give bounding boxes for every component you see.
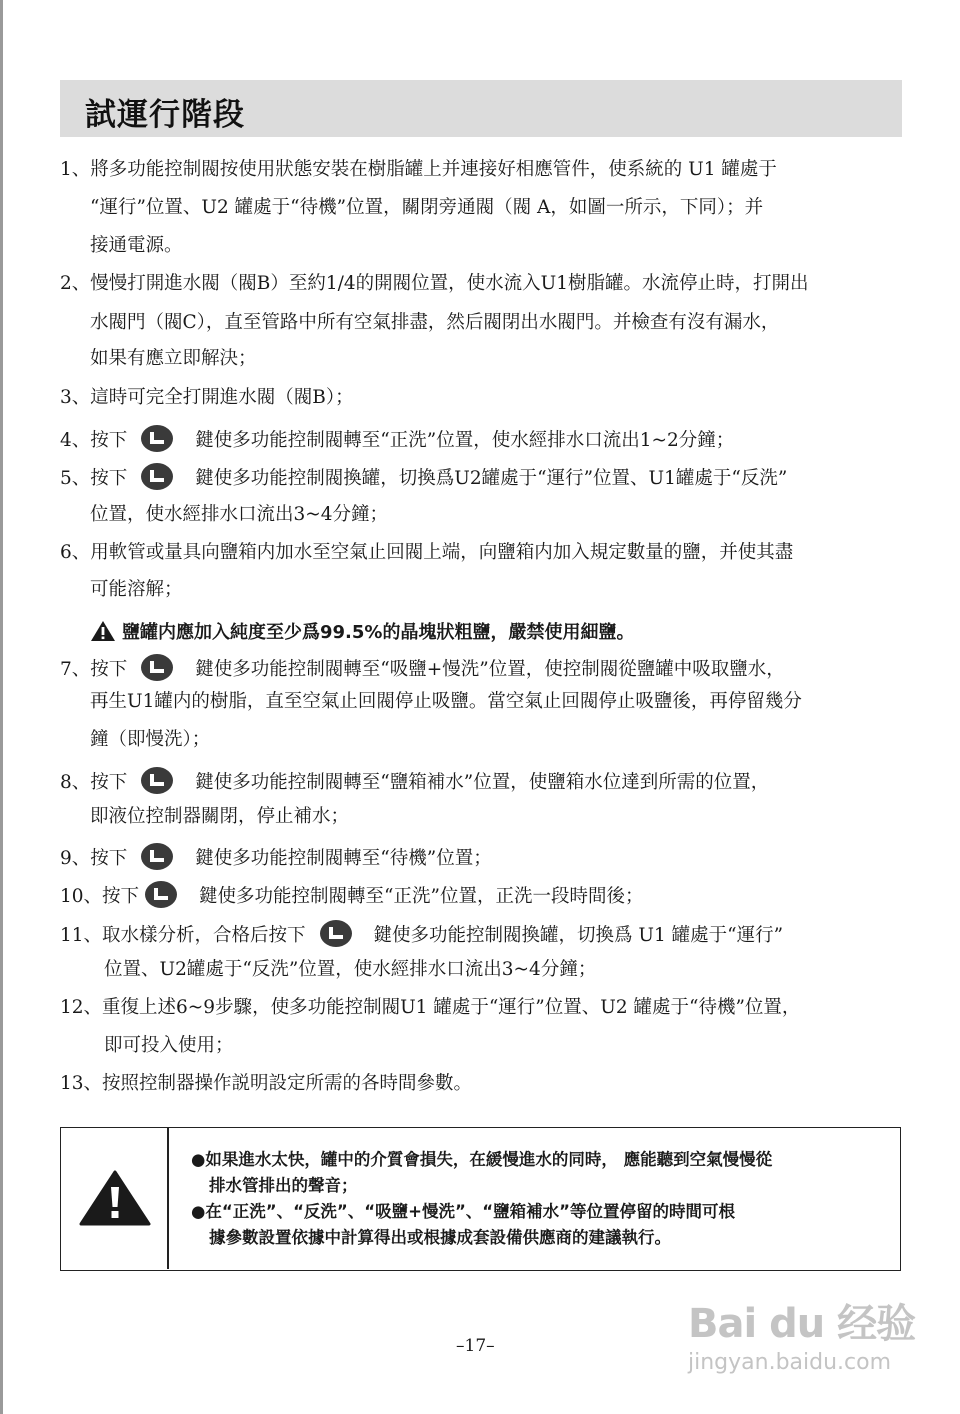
step-9-pre: 9、按下 [60, 848, 128, 869]
step-6-line-2: 可能溶解； [90, 579, 183, 600]
step-1-line-1: 1、將多功能控制閥按使用狀態安裝在樹脂罐上并連接好相應管件，使系統的 U1 罐處于 [60, 159, 777, 180]
step-11-pre: 11、取水樣分析，合格后按下 [60, 925, 306, 946]
step-2-line-2: 水閥門（閥C），直至管路中所有空氣排盡，然后閥閉出水閥門。并檢查有沒有漏水， [90, 312, 780, 333]
step-10-line-1 [60, 881, 643, 909]
watermark-url: jingyan.baidu.com [688, 1350, 892, 1375]
step-4-pre: 4、按下 [60, 430, 128, 451]
step-8-line-2: 即液位控制器關閉，停止補水； [90, 806, 350, 827]
step-5-line-1 [60, 463, 787, 491]
salt-warning-text: 鹽罐内應加入純度至少爲99.5%的晶塊狀粗鹽，嚴禁使用細鹽。 [122, 622, 635, 643]
step-8-post: 鍵使多功能控制閥轉至“鹽箱補水”位置，使鹽箱水位達到所需的位置， [195, 772, 770, 793]
notice-item-2-line-2: 據參數設置依據中計算得出或根據成套設備供應商的建議執行。 [209, 1228, 671, 1247]
step-10-pre: 10、按下 [60, 886, 140, 907]
control-key-icon [141, 843, 173, 870]
warning-icon [90, 620, 116, 642]
step-8-line-1 [60, 767, 769, 795]
step-1-line-2: “運行”位置、U2 罐處于“待機”位置，關閉旁通閥（閥 A，如圖一所示，下同）；并 [90, 197, 764, 218]
step-5-post: 鍵使多功能控制閥換罐，切換爲U2罐處于“運行”位置、U1罐處于“反洗” [195, 468, 788, 489]
notice-item-1-line-2: 排水管排出的聲音； [209, 1176, 358, 1195]
step-7-line-3: 鐘（即慢洗）； [90, 729, 211, 750]
step-2-line-1: 2、慢慢打開進水閥（閥B）至約1/4的開閥位置，使水流入U1樹脂罐。水流停止時，打開出 [60, 273, 809, 294]
control-key-icon [320, 920, 352, 947]
caution-icon [79, 1170, 151, 1226]
page-edge-rule [0, 0, 3, 1414]
control-key-icon [141, 654, 173, 681]
baidu-watermark [688, 1292, 916, 1375]
control-key-icon [145, 881, 177, 908]
step-1-line-3: 接通電源。 [90, 235, 183, 256]
step-7-pre: 7、按下 [60, 659, 128, 680]
step-13-line-1: 13、按照控制器操作説明設定所需的各時間參數。 [60, 1073, 473, 1094]
page-number: –17– [456, 1336, 495, 1356]
step-11-line-1 [60, 920, 783, 948]
step-3-line-1: 3、這時可完全打開進水閥（閥B）； [60, 387, 354, 408]
salt-warning [90, 618, 634, 644]
notice-divider [167, 1128, 169, 1269]
step-7-line-2: 再生U1罐内的樹脂，直至空氣止回閥停止吸鹽。當空氣止回閥停止吸鹽後，再停留幾分 [90, 691, 802, 712]
step-5-line-2: 位置，使水經排水口流出3~4分鐘； [90, 504, 389, 525]
step-9-line-1 [60, 843, 492, 871]
step-7-post: 鍵使多功能控制閥轉至“吸鹽+慢洗”位置，使控制閥從鹽罐中吸取鹽水， [195, 659, 785, 680]
control-key-icon [141, 767, 173, 794]
notice-item-1-line-1: ●如果進水太快，罐中的介質會損失，在緩慢進水的同時， 應能聽到空氣慢慢從 [191, 1150, 773, 1169]
page-title: 試運行階段 [85, 97, 245, 133]
control-key-icon [141, 425, 173, 452]
step-5-pre: 5、按下 [60, 468, 128, 489]
step-11-post: 鍵使多功能控制閥換罐，切換爲 U1 罐處于“運行” [373, 925, 784, 946]
step-4-line-1 [60, 425, 734, 453]
section-header [60, 80, 902, 137]
step-10-post: 鍵使多功能控制閥轉至“正洗”位置，正洗一段時間後； [199, 886, 644, 907]
control-key-icon [141, 463, 173, 490]
step-4-post: 鍵使多功能控制閥轉至“正洗”位置，使水經排水口流出1~2分鐘； [195, 430, 735, 451]
step-2-line-3: 如果有應立即解決； [90, 348, 257, 369]
step-12-line-1: 12、重復上述6~9步驟，使多功能控制閥U1 罐處于“運行”位置、U2 罐處于“待機”位置， [60, 997, 801, 1018]
notice-box [60, 1127, 901, 1271]
step-7-line-1 [60, 654, 785, 682]
watermark-logo: Bai du 经验 [688, 1301, 916, 1347]
step-9-post: 鍵使多功能控制閥轉至“待機”位置； [195, 848, 492, 869]
step-6-line-1: 6、用軟管或量具向鹽箱内加水至空氣止回閥上端，向鹽箱内加入規定數量的鹽，并使其盡 [60, 542, 794, 563]
step-12-line-2: 即可投入使用； [104, 1035, 234, 1056]
step-11-line-2: 位置、U2罐處于“反洗”位置，使水經排水口流出3~4分鐘； [104, 959, 597, 980]
notice-item-2-line-1: ●在“正洗”、“反洗”、“吸鹽+慢洗”、“鹽箱補水”等位置停留的時間可根 [191, 1202, 735, 1221]
step-8-pre: 8、按下 [60, 772, 128, 793]
